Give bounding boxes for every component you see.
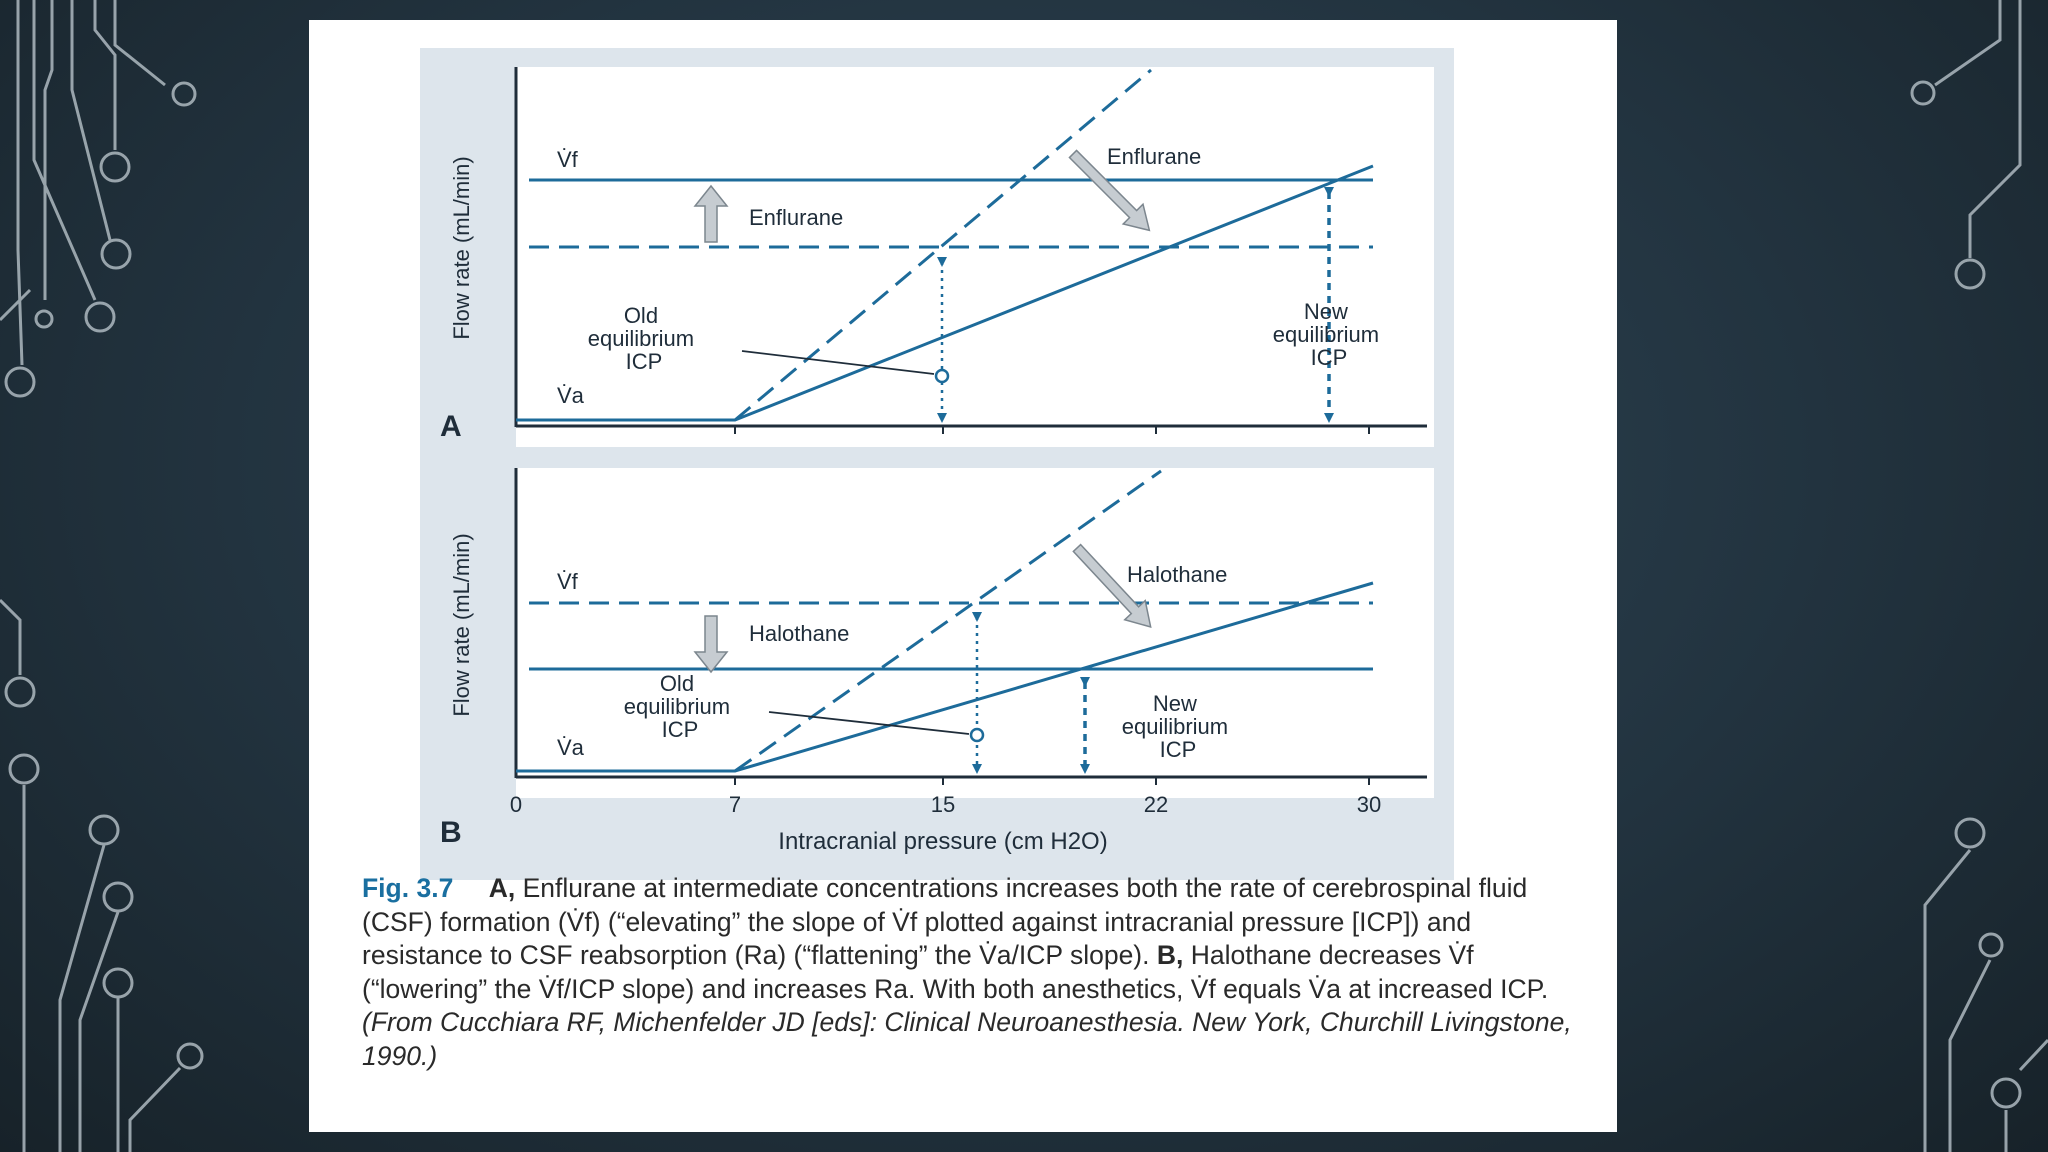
x-tick-label: 30 (1356, 792, 1382, 817)
circuit-trace (1935, 0, 2000, 85)
circuit-node (1980, 934, 2002, 956)
circuit-trace (1970, 0, 2020, 258)
slide-card (309, 20, 1617, 1132)
panel-a-ylabel: Flow rate (mL/min) (449, 156, 474, 340)
panel-b-vf-label: V̇f (557, 569, 578, 594)
x-tick-label: 15 (930, 792, 956, 817)
circuit-node (102, 240, 130, 268)
panel-a-letter: A (440, 410, 462, 443)
circuit-node (1912, 82, 1934, 104)
figure-caption (362, 872, 1572, 1073)
x-tick-label: 7 (728, 792, 742, 817)
panel-b-plot-area (516, 468, 1434, 798)
circuit-node (104, 969, 132, 997)
x-tick-label: 22 (1143, 792, 1169, 817)
caption-b-label: B, (1156, 940, 1184, 970)
panel-a-va-label: V̇a (557, 383, 584, 408)
circuit-trace (95, 0, 115, 150)
figure (309, 20, 1617, 880)
circuit-node (1992, 1079, 2020, 1107)
panel-a-old-eq-point (936, 370, 948, 382)
circuit-node (90, 816, 118, 844)
circuit-trace (72, 0, 110, 240)
circuit-trace (0, 290, 30, 320)
panel-b-va-label: V̇a (557, 735, 584, 760)
circuit-trace (1950, 960, 1990, 1152)
circuit-node (86, 303, 114, 331)
panel-a-old-eq-label: Old equilibrium ICP (587, 303, 695, 374)
circuit-node (6, 678, 34, 706)
panel-b-new-eq-label: New equilibrium ICP (1121, 691, 1229, 762)
circuit-trace (18, 0, 22, 365)
panel-b-old-eq-label: Old equilibrium ICP (623, 671, 731, 742)
panel-a-plot-area (516, 67, 1434, 447)
circuit-node (1956, 819, 1984, 847)
circuit-node (6, 368, 34, 396)
circuit-trace (80, 912, 118, 1152)
circuit-node (101, 153, 129, 181)
circuit-trace (1925, 850, 1970, 1152)
panel-a-new-eq-label: New equilibrium ICP (1272, 299, 1380, 370)
panel-a (440, 67, 1434, 447)
panel-b-old-eq-point (971, 729, 983, 741)
circuit-node (104, 883, 132, 911)
panel-b-drug-line-label: Halothane (1127, 562, 1228, 587)
circuit-trace (60, 845, 104, 1152)
caption-a-text: Enflurane at intermediate concentrations increases both the rate of cerebrospinal fluid (CSF) formation (V̇f) (“elevating” the slope of V̇f plotted against intracranial pressure [ICP]) and resistance to CSF reabsorption (Ra) (“flattening” the V̇a/ICP slope). (362, 873, 1528, 970)
circuit-trace (0, 600, 20, 675)
circuit-trace (45, 0, 52, 300)
panel-a-vf-label: V̇f (557, 147, 578, 172)
caption-b-text: Halothane decreases V̇f (“lowering” the V̇f/ICP slope) and increases Ra. With both anesthetics, V̇f equals V̇a at increased ICP. (362, 940, 1549, 1004)
caption-a-label: A, (488, 873, 516, 903)
circuit-trace (130, 1068, 180, 1152)
figure-number: Fig. 3.7 (362, 873, 454, 903)
x-axis-label: Intracranial pressure (cm H2O) (778, 828, 1108, 855)
panel-a-drug-line-label: Enflurane (1107, 144, 1202, 169)
circuit-node (178, 1044, 202, 1068)
circuit-trace (2020, 1040, 2048, 1070)
circuit-node (1956, 260, 1984, 288)
circuit-node (173, 83, 195, 105)
panel-b-drug-arrow-label: Halothane (749, 621, 850, 646)
panel-a-drug-arrow-label: Enflurane (749, 205, 844, 230)
circuit-node (36, 311, 52, 327)
panel-b-letter: B (440, 816, 462, 849)
caption-source: (From Cucchiara RF, Michenfelder JD [eds]: Clinical Neuroanesthesia. New York, Churchill Livingstone, 1990.) (362, 1007, 1572, 1071)
circuit-trace (115, 0, 165, 85)
circuit-node (10, 755, 38, 783)
x-tick-label: 0 (509, 792, 523, 817)
panel-b-ylabel: Flow rate (mL/min) (449, 533, 474, 717)
